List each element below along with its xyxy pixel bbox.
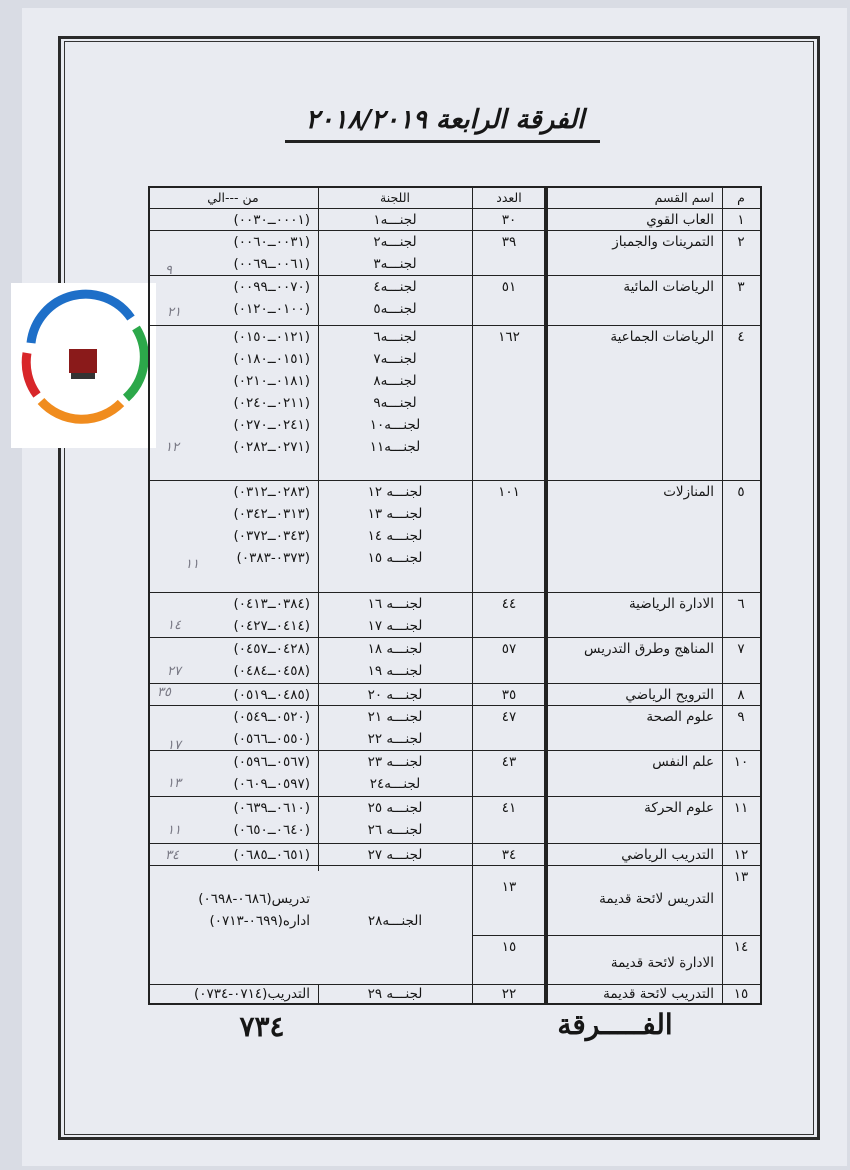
row-dept: الادارة الرياضية: [628, 596, 714, 612]
row-count: ٣٥: [501, 687, 517, 703]
row-dept: التمرينات والجمباز: [612, 234, 714, 250]
row-num: ٧: [737, 641, 745, 657]
row-num: ١٢: [733, 847, 749, 863]
table-border-right: [760, 186, 762, 1004]
row-divider: [148, 186, 762, 188]
row-dept: علوم الحركة: [644, 800, 714, 816]
committee-cell: لجنـــه ٢٩: [367, 986, 423, 1002]
committee-cell: لجنـــه٣: [373, 256, 417, 272]
logo-emblem-icon: [11, 283, 156, 448]
range-cell: (٠٣٨٤ــ٠٤١٣): [233, 596, 310, 612]
committee-cell: لجنـــه ١٧: [367, 618, 423, 634]
range-cell: (٠٠٦١ــ٠٠٦٩): [233, 256, 310, 272]
range-cell: (٠١٢١ــ٠١٥٠): [233, 329, 310, 345]
row-dept: المناهج وطرق التدريس: [584, 641, 714, 657]
row-count: ٤٧: [501, 709, 517, 725]
committee-cell: لجنـــه ١٢: [367, 484, 423, 500]
row-count: ١٠١: [498, 484, 520, 500]
committee-cell: لجنـــه ٢٣: [367, 754, 423, 770]
row-num: ٦: [737, 596, 745, 612]
row-divider: [148, 230, 762, 231]
committee-cell: لجنـــه١٠: [369, 417, 421, 433]
row-num: ١٥: [733, 986, 749, 1002]
header-num: م: [737, 190, 745, 205]
committee-cell: لجنـــه٨: [373, 373, 417, 389]
range-cell: (٠٣٤٣ــ٠٣٧٢): [233, 528, 310, 544]
row-dept: العاب القوي: [646, 212, 714, 228]
range-cell: (٠٥٦٧ــ٠٥٩٦): [233, 754, 310, 770]
row-divider: [148, 637, 762, 638]
row-dept: الترويح الرياضي: [625, 687, 714, 703]
committee-cell: لجنـــه٧: [373, 351, 417, 367]
handwritten-note: ١٢: [165, 440, 179, 455]
footer-label: الفـــــرقة: [557, 1008, 673, 1041]
row-count: ٢٢: [501, 986, 517, 1002]
committee-cell-merged: الجنـــه٢٨: [367, 913, 423, 929]
handwritten-note: ١٧: [167, 738, 181, 753]
row-dept: علوم الصحة: [646, 709, 714, 725]
handwritten-note: ١٤: [167, 618, 181, 633]
range-cell: (٠٥٢٠ــ٠٥٤٩): [233, 709, 310, 725]
row-num: ١: [737, 212, 745, 228]
committee-cell: لجنـــه٦: [373, 329, 417, 345]
row-count: ٥١: [501, 279, 517, 295]
row-num: ٥: [737, 484, 745, 500]
range-cell: (٠١٥١ــ٠١٨٠): [233, 351, 310, 367]
row-dept: علم النفس: [652, 754, 714, 770]
row-divider: [148, 1003, 762, 1005]
row-num: ١١: [733, 800, 749, 816]
row-num: ١٤: [733, 939, 749, 955]
committee-cell: لجنـــه ٢٠: [367, 687, 423, 703]
range-cell: (٠٤٨٥ــ٠٥١٩): [233, 687, 310, 703]
row-count: ٣٩: [501, 234, 517, 250]
row-count: ١٥: [501, 939, 517, 955]
committee-cell: لجنـــه ١٩: [367, 663, 423, 679]
committee-cell: لجنـــه٥: [373, 301, 417, 317]
range-cell: (٠٤٥٨ــ٠٤٨٤): [233, 663, 310, 679]
committee-cell: لجنـــه ١٨: [367, 641, 423, 657]
handwritten-note: ١١: [185, 557, 199, 572]
row-divider: [148, 683, 762, 684]
committee-cell: لجنـــه ٢١: [367, 709, 423, 725]
handwritten-note: ١٣: [167, 776, 181, 791]
row-divider: [148, 865, 762, 866]
range-cell: (٠٣٧٣-٠٣٨٣): [236, 550, 310, 566]
committee-cell: لجنـــه ٢٢: [367, 731, 423, 747]
page-title: الفرقة الرابعة ٢٠١٨/٢٠١٩: [305, 105, 585, 135]
row-divider: [148, 325, 762, 326]
range-cell: (٠٥٥٠ــ٠٥٦٦): [233, 731, 310, 747]
row-num: ٩: [737, 709, 745, 725]
range-cell: (٠٦٥١ــ٠٦٨٥): [233, 847, 310, 863]
row-count: ١٣: [501, 879, 517, 895]
handwritten-note: ٣٤: [165, 848, 179, 863]
row-count: ٤٣: [501, 754, 517, 770]
committee-cell: لجنـــه ٢٦: [367, 822, 423, 838]
range-cell: (٠٢١١ــ٠٢٤٠): [233, 395, 310, 411]
row-divider: [148, 750, 762, 751]
distribution-table: [148, 186, 760, 1004]
header-committee: اللجنة: [380, 190, 410, 205]
committee-cell: لجنـــه ١٥: [367, 550, 423, 566]
row-dept: التدريب الرياضي: [621, 847, 714, 863]
handwritten-note: ١١: [167, 823, 181, 838]
range-cell: (٠٦٤٠ــ٠٦٥٠): [233, 822, 310, 838]
row-num: ١٠: [733, 754, 749, 770]
title-underline: [285, 140, 600, 143]
range-cell: التدريب(٠٧١٤-٠٧٣٤): [193, 986, 310, 1002]
faculty-logo: [11, 283, 156, 448]
committee-cell: لجنـــه٢: [373, 234, 417, 250]
committee-cell: لجنـــه١١: [369, 439, 421, 455]
committee-cell: لجنـــه ١٦: [367, 596, 423, 612]
range-cell: (٠٢٧١ــ٠٢٨٢): [233, 439, 310, 455]
range-cell: (٠٦١٠ــ٠٦٣٩): [233, 800, 310, 816]
handwritten-note: ٢١: [167, 305, 181, 320]
handwritten-note: ٣٥: [157, 685, 171, 700]
range-cell: (٠٥٩٧ــ٠٦٠٩): [233, 776, 310, 792]
row-count: ٣٠: [501, 212, 517, 228]
row-dept: الادارة لائحة قديمة: [610, 955, 714, 971]
row-divider-14: [472, 935, 760, 936]
committee-cell: لجنـــه٢٤: [369, 776, 421, 792]
row-divider: [148, 796, 762, 797]
range-cell: (٠٤٢٨ــ٠٤٥٧): [233, 641, 310, 657]
range-cell-merged: تدريس(٠٦٨٦-٠٦٩٨): [198, 891, 310, 907]
committee-cell: لجنـــه١: [373, 212, 417, 228]
footer-total: ٧٣٤: [239, 1010, 285, 1043]
committee-cell: لجنـــه ٢٥: [367, 800, 423, 816]
handwritten-note: ٢٧: [167, 664, 181, 679]
row-dept: الرياضات المائية: [623, 279, 714, 295]
range-cell: (٠٤١٤ــ٠٤٢٧): [233, 618, 310, 634]
row-divider: [148, 843, 762, 844]
row-count: ٤٤: [501, 596, 517, 612]
row-num: ٤: [737, 329, 745, 345]
range-cell: (٠١٠٠ــ٠١٢٠): [233, 301, 310, 317]
committee-cell: لجنـــه ٢٧: [367, 847, 423, 863]
row-divider: [148, 480, 762, 481]
row-divider-15: [148, 984, 760, 985]
range-cell: (٠٠٠١ــ٠٠٣٠): [233, 212, 310, 228]
row-count: ٤١: [501, 800, 517, 816]
row-dept: التدريب لائحة قديمة: [603, 986, 714, 1002]
row-num: ٢: [737, 234, 745, 250]
header-count: العدد: [496, 190, 522, 205]
range-cell: (٠٢٨٣ــ٠٣١٢): [233, 484, 310, 500]
row-dept: المنازلات: [663, 484, 714, 500]
range-cell-merged: اداره(٠٦٩٩-٠٧١٣): [209, 913, 310, 929]
row-num: ٨: [737, 687, 745, 703]
committee-cell: لجنـــه ١٤: [367, 528, 423, 544]
range-cell: (٠٢٤١ــ٠٢٧٠): [233, 417, 310, 433]
row-divider: [148, 208, 762, 209]
row-count: ١٦٢: [498, 329, 520, 345]
committee-cell: لجنـــه٩: [373, 395, 417, 411]
row-num: ٣: [737, 279, 745, 295]
range-cell: (٠٣١٣ــ٠٣٤٢): [233, 506, 310, 522]
header-range: من ---الي: [207, 190, 259, 205]
range-cell: (٠١٨١ــ٠٢١٠): [233, 373, 310, 389]
row-divider: [148, 275, 762, 276]
committee-cell: لجنـــه ١٣: [367, 506, 423, 522]
row-divider: [148, 705, 762, 706]
row-num: ١٣: [733, 869, 749, 885]
row-dept: التدريس لائحة قديمة: [599, 891, 714, 907]
range-cell: (٠٠٧٠ــ٠٠٩٩): [233, 279, 310, 295]
row-count: ٣٤: [501, 847, 517, 863]
row-dept: الرياضات الجماعية: [610, 329, 714, 345]
committee-cell: لجنـــه٤: [373, 279, 417, 295]
handwritten-note: ٩: [165, 263, 172, 278]
row-count: ٥٧: [501, 641, 517, 657]
row-divider: [148, 592, 762, 593]
header-dept: اسم القسم: [654, 190, 714, 205]
range-cell: (٠٠٣١ــ٠٠٦٠): [233, 234, 310, 250]
